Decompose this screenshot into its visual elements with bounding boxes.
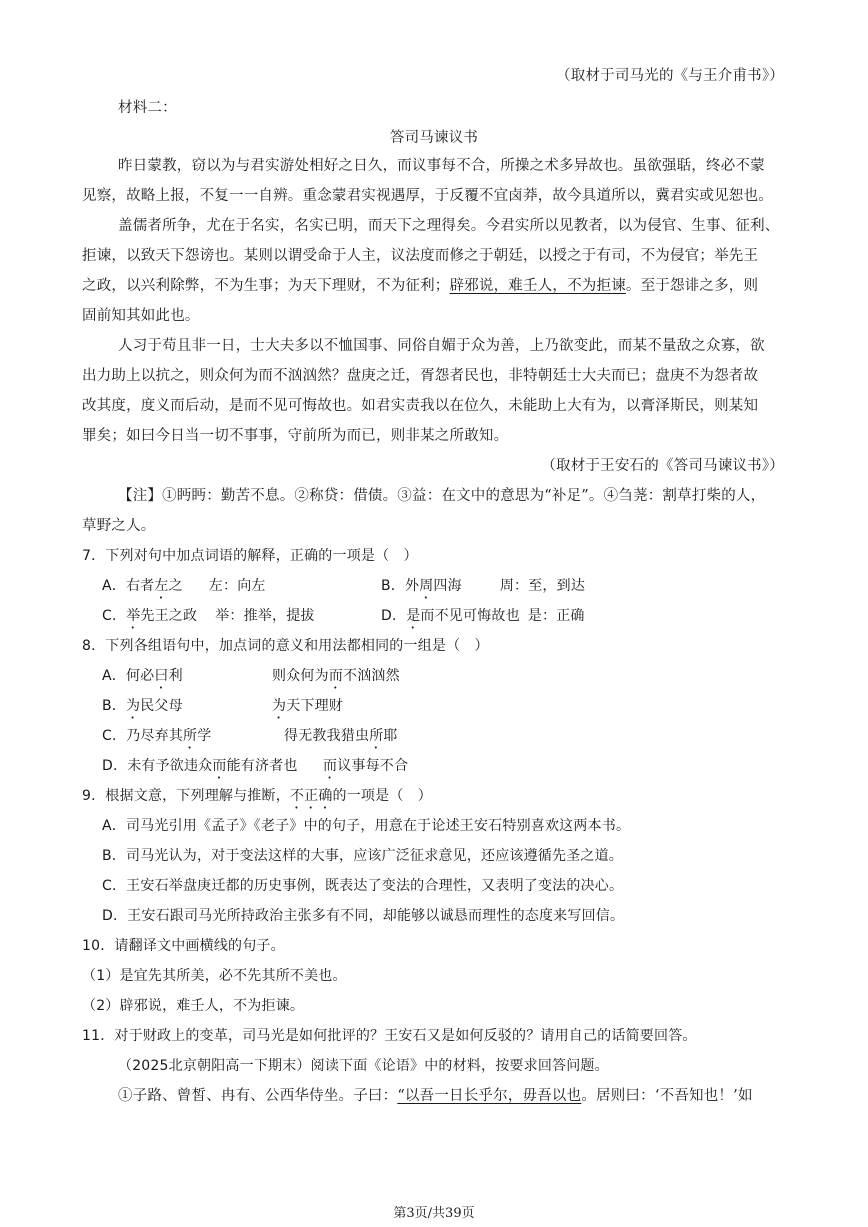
paragraph-2-line-4: 固前知其如此也。 [82,308,200,324]
option-text: 则众何为 [272,668,329,684]
dotted-word: 不正确 [289,788,333,804]
option-text: 之 [168,578,183,594]
lunyu-passage-line [118,1086,753,1106]
question-10-sentence-1: （1）是宜先其所美，必不先其所不美也。 [82,968,347,984]
option-text: 而不见可悔故也 [420,608,520,624]
option-label: C． [102,608,127,624]
dotted-word: 曰 [154,668,169,684]
dotted-word: 为 [126,698,141,714]
question-text: 的一项是（ ） [332,788,432,804]
question-8-option-d-second [323,756,408,782]
option-gloss: 是：正确 [527,608,585,624]
option-text: 何必 [125,668,155,684]
question-7-option-a [102,576,266,602]
dotted-word: 周 [419,578,434,594]
option-text: 右者 [125,578,155,594]
question-8-option-b [102,696,183,722]
question-8-stem: 8．下列各组语句中，加点词的意义和用法都相同的一组是（ ） [82,638,489,654]
question-11-stem: 11．对于财政上的变革，司马光是如何批评的？王安石又是如何反驳的？请用自己的话简要回答。 [82,1028,697,1044]
question-text: 9．根据文意，下列理解与推断， [82,788,290,804]
option-text: 未有予欲违众 [127,758,213,774]
question-8-option-d [102,756,298,782]
dotted-word: 为 [272,698,287,714]
paragraph-3-line-2: 出力助上以抗之，则众何为而不汹汹然？盘庚之迁，胥怨者民也，非特朝廷士大夫而已；盘庚不为怨者故 [82,368,759,384]
underlined-sentence: 辟邪说，难壬人，不为拒谏 [449,278,626,294]
page-number: 第3页/共39页 [393,1206,475,1221]
passage-text: 。居则曰：‘不吾知也！’如 [581,1088,753,1104]
question-8-option-c [102,726,211,752]
question-8-option-a [102,666,183,692]
paragraph-2-line-3 [82,276,758,296]
question-8-option-c-second [284,726,398,752]
paragraph-2-line-2: 拒谏，以致天下怨谤也。某则以谓受命于人主，议法度而修之于朝廷，以授之于有司，不为侵官；举先王 [82,248,759,264]
option-text: 四海 [433,578,462,594]
option-gloss: 周：至，到达 [499,578,586,594]
option-text: 外 [405,578,420,594]
note-line-1: 【注】①眄眄：勤苦不息。②称贷：借债。③益：在文中的意思为“补足”。④刍荛：割草打柴的人， [118,488,766,504]
option-text: 耶 [383,728,398,744]
option-label: B． [381,578,406,594]
question-7-option-d [381,606,585,632]
option-text: 民父母 [140,698,183,714]
option-text: 乃尽弃其 [126,728,183,744]
dotted-word: 是 [406,608,421,624]
option-text: 学 [197,728,212,744]
paragraph-2-line-1: 盖儒者所争，尤在于名实，名实已明，而天下之理得矣。今君实所以见教者，以为侵官、生事、征利、 [118,218,780,234]
question-10-stem: 10．请翻译文中画横线的句子。 [82,938,285,954]
option-text: 得无教我猎虫 [284,728,370,744]
paragraph-3-line-1: 人习于苟且非一日，士大夫多以不恤国事、同俗自媚于众为善，上乃欲变此，而某不量敌之众寡，欲 [118,338,765,354]
question-10-sentence-2: （2）辟邪说，难壬人，不为拒谏。 [82,998,305,1014]
option-label: D． [381,608,407,624]
question-7-option-b [381,576,585,602]
question-7-option-c [102,606,315,632]
question-9-option-a: A．司马光引用《孟子》《老子》中的句子，用意在于论述王安石特别喜欢这两本书。 [102,818,631,834]
option-text: 先王之政 [140,608,198,624]
dotted-word: 所 [369,728,384,744]
essay-title: 答司马谏议书 [389,130,479,146]
source-citation-2: （取材于王安石的《答司马谏议书》） [541,458,784,474]
dotted-word: 而 [212,758,227,774]
dotted-word: 而 [323,758,338,774]
note-line-2: 草野之人。 [82,518,156,534]
paragraph-2-line-3-tail: 。至于怨诽之多，则 [625,278,759,294]
paragraph-2-line-3-text: 之政，以兴利除弊，不为生事；为天下理财，不为征利； [82,278,450,294]
reading-intro: （2025北京朝阳高一下期末）阅读下面《论语》中的材料，按要求回答问题。 [118,1058,609,1074]
paragraph-1-line-2: 见察，故略上报，不复一一自辨。重念蒙君实视遇厚，于反覆不宜卤莽，故今具道所以，冀君实或见恕也。 [82,188,773,204]
passage-text: ①子路、曾皙、冉有、公西华侍坐。子曰： [118,1088,398,1104]
question-9-option-b: B．司马光认为，对于变法这样的大事，应该广泛征求意见，还应该遵循先圣之道。 [102,848,624,864]
paragraph-1-line-1: 昨日蒙教，窃以为与君实游处相好之日久，而议事每不合，所操之术多异故也。虽欲强聒，终必不蒙 [118,158,765,174]
dotted-word: 而 [328,668,344,684]
material-2-label: 材料二： [118,100,177,116]
option-gloss: 左：向左 [208,578,266,594]
question-9-option-d: D．王安石跟司马光所持政治主张多有不同，却能够以诚恳而理性的态度来写回信。 [102,908,625,924]
option-text: 不汹汹然 [343,668,400,684]
dotted-word: 所 [183,728,198,744]
question-9-option-c: C．王安石举盘庚迁都的历史事例，既表达了变法的合理性，又表明了变法的决心。 [102,878,624,894]
paragraph-3-line-3: 改其度，度义而后动，是而不见可悔故也。如君实责我以在位久，未能助上大有为，以膏泽斯民，则某知 [82,398,759,414]
question-9-stem [82,786,432,812]
question-7-stem: 7．下列对句中加点词语的解释，正确的一项是（ ） [82,548,418,564]
paragraph-3-line-4: 罪矣；如曰今日当一切不事事，守前所为而已，则非某之所敢知。 [82,428,509,444]
dotted-word: 举 [126,608,141,624]
option-label: D． [102,758,128,774]
option-text: 利 [168,668,183,684]
option-label: C． [102,728,127,744]
option-label: A． [102,578,126,594]
question-8-option-b-second [272,696,343,722]
dotted-word: 左 [154,578,169,594]
option-text: 天下理财 [286,698,344,714]
option-text: 议事每不合 [337,758,409,774]
option-gloss: 举：推举，提拔 [215,608,315,624]
option-text: 能有济者也 [226,758,298,774]
source-citation-1: （取材于司马光的《与王介甫书》） [556,68,784,84]
question-8-option-a-second [272,666,400,692]
option-label: A． [102,668,126,684]
underlined-quote: “以吾一日长乎尔，毋吾以也 [397,1088,582,1104]
option-label: B． [102,698,127,714]
